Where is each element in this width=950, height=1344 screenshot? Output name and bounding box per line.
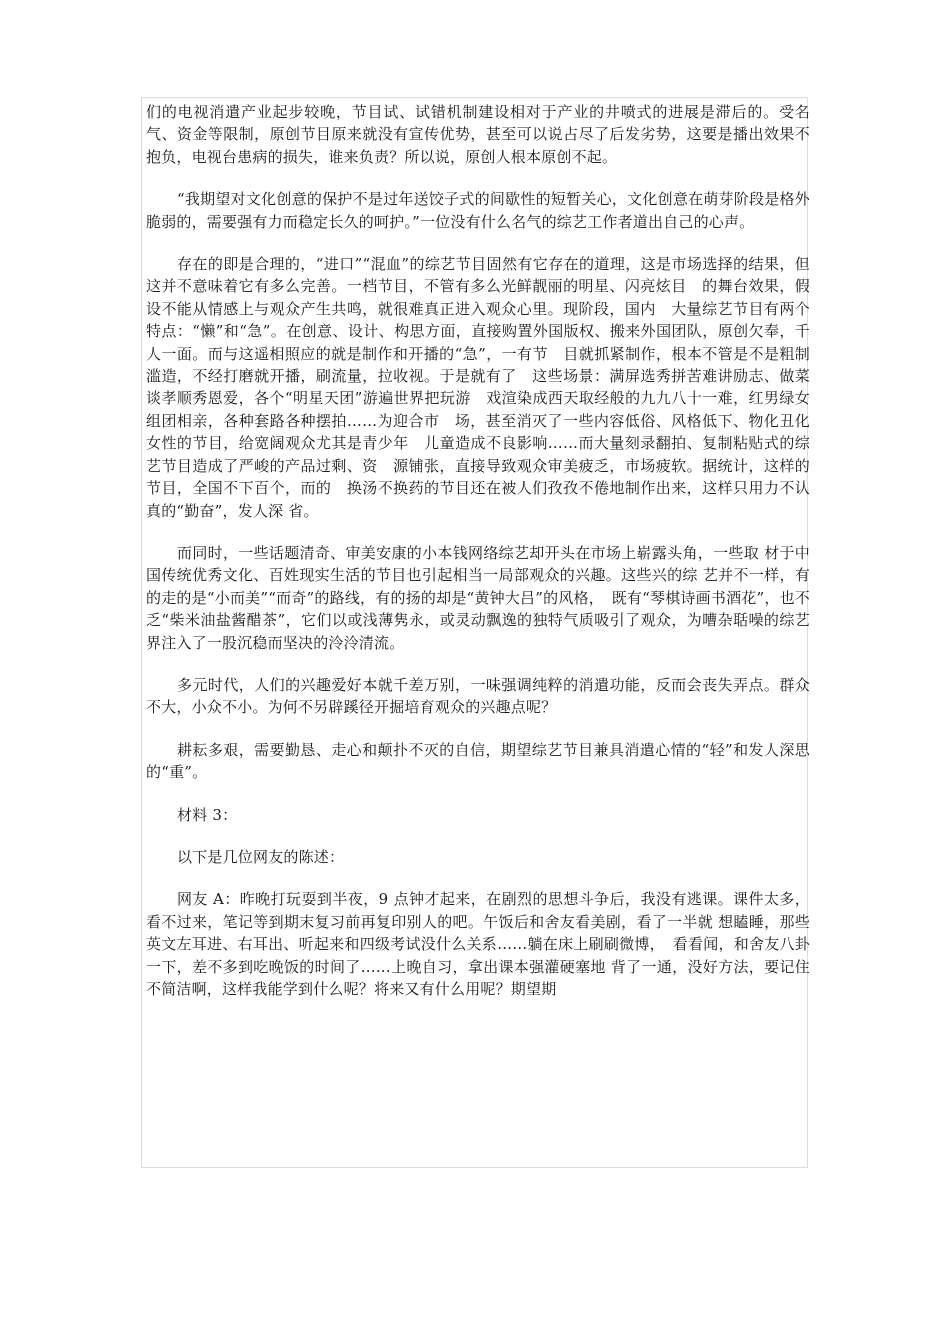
paragraph-conclusion: 耕耘多艰，需要勤恳、走心和颠扑不灭的自信，期望综艺节目兼具消遣心情的“轻”和发人深思的“重”。 (146, 740, 810, 782)
netizen-a-statement: 网友 A：昨晚打玩耍到半夜，9 点钟才起来，在剧烈的思想斗争后，我没有逃课。课件太多，看不过来，笔记等到期末复习前再复印别人的吧。午饭后和舍友看美剧，看了一半就 想瞌睡，那些英文左耳进、右耳出、听起来和四级考试没什么关系……躺在床上刷刷微博， 看看闻，和舍友八卦一下，差不多到吃晚饭的时间了……上晚自习，拿出课本强灌硬塞地 背了一通，没好方法，要记住不简洁啊，这样我能学到什么呢？将来又有什么用呢？期望期 (146, 890, 810, 998)
paragraph-diversity: 多元时代，人们的兴趣爱好本就千差万别，一味强调纯粹的消遣功能，反而会丧失弄点。群众不大，小众不小。为何不另辟蹊径开掘培育观众的兴趣点呢？ (146, 675, 810, 717)
paragraph-continuation: 们的电视消遣产业起步较晚，节目试、试错机制建设相对于产业的井喷式的进展是滞后的。受名气、资金等限制，原创节目原来就没有宣传优势，甚至可以说占尽了后发劣势，这要是播出效果不抱负，电视台患病的损失，谁来负责？所以说，原创人根本原创不起。 (146, 103, 810, 166)
paragraph-quote: “我期望对文化创意的保护不是过年送饺子式的间歇性的短暂关心，文化创意在萌芽阶段是格外脆弱的，需要强有力而稳定长久的呵护。”一位没有什么名气的综艺工作者道出自己的心声。 (146, 190, 810, 231)
paragraph-import-critique: 存在的即是合理的，“进口”“混血”的综艺节目固然有它存在的道理，这是市场选择的结果，但这并不意味着它有多么完善。一档节目，不管有多么光鲜靓丽的明星、闪亮炫目 的舞台效果，假设不能从情感上与观众产生共鸣，就很难真正进入观众心里。现阶段，国内 大量综艺节目有两个特点：“懒”和“急”。在创意、设计、构思方面，直接购置外国版权、搬来外国团队，原创欠奉，千人一面。而与这遥相照应的就是制作和开播的“急”，一有节 目就抓紧制作，根本不管是不是粗制滥造，不经打磨就开播，刷流量，拉收视。于是就有了 这些场景：满屏选秀拼苦难讲励志、做菜谈孝顺秀恩爱，各个“明星天团”游遍世界把玩游 戏渲染成西天取经般的九九八十一难，红男绿女组团相亲，各种套路各种摆拍……为迎合市 场，甚至消灭了一些内容低俗、风格低下、物化丑化女性的节目，给宽阔观众尤其是青少年 儿童造成不良影响……而大量刻录翻拍、复制粘贴式的综艺节目造成了严峻的产品过剩、资 源铺张，直接导致观众审美疲乏，市场疲软。据统计，这样的节目，全国不下百个，而的 换汤不换药的节目还在被人们孜孜不倦地制作出来，这样只用力不认真的“勤奋”，发人深 省。 (146, 255, 810, 520)
material-heading: 材料 3： (177, 805, 238, 824)
material-intro: 以下是几位网友的陈述： (177, 847, 345, 866)
paragraph-web-variety: 而同时，一些话题清奇、审美安康的小本钱网络综艺却开头在市场上崭露头角，一些取 材于中国传统优秀文化、百姓现实生活的节目也引起相当一局部观众的兴趣。这些兴的综 艺并不一样，有的走的是“小而美”“而奇”的路线，有的扬的却是“黄钟大吕”的风格， 既有“琴棋诗画书酒花”，也不乏“柴米油盐酱醋茶”，它们以或浅薄隽永，或灵动飘逸的独特气质吸引了观众，为嘈杂聒噪的综艺界注入了一股沉稳而坚决的泠泠清流。 (146, 543, 810, 652)
document-body (146, 101, 810, 1020)
